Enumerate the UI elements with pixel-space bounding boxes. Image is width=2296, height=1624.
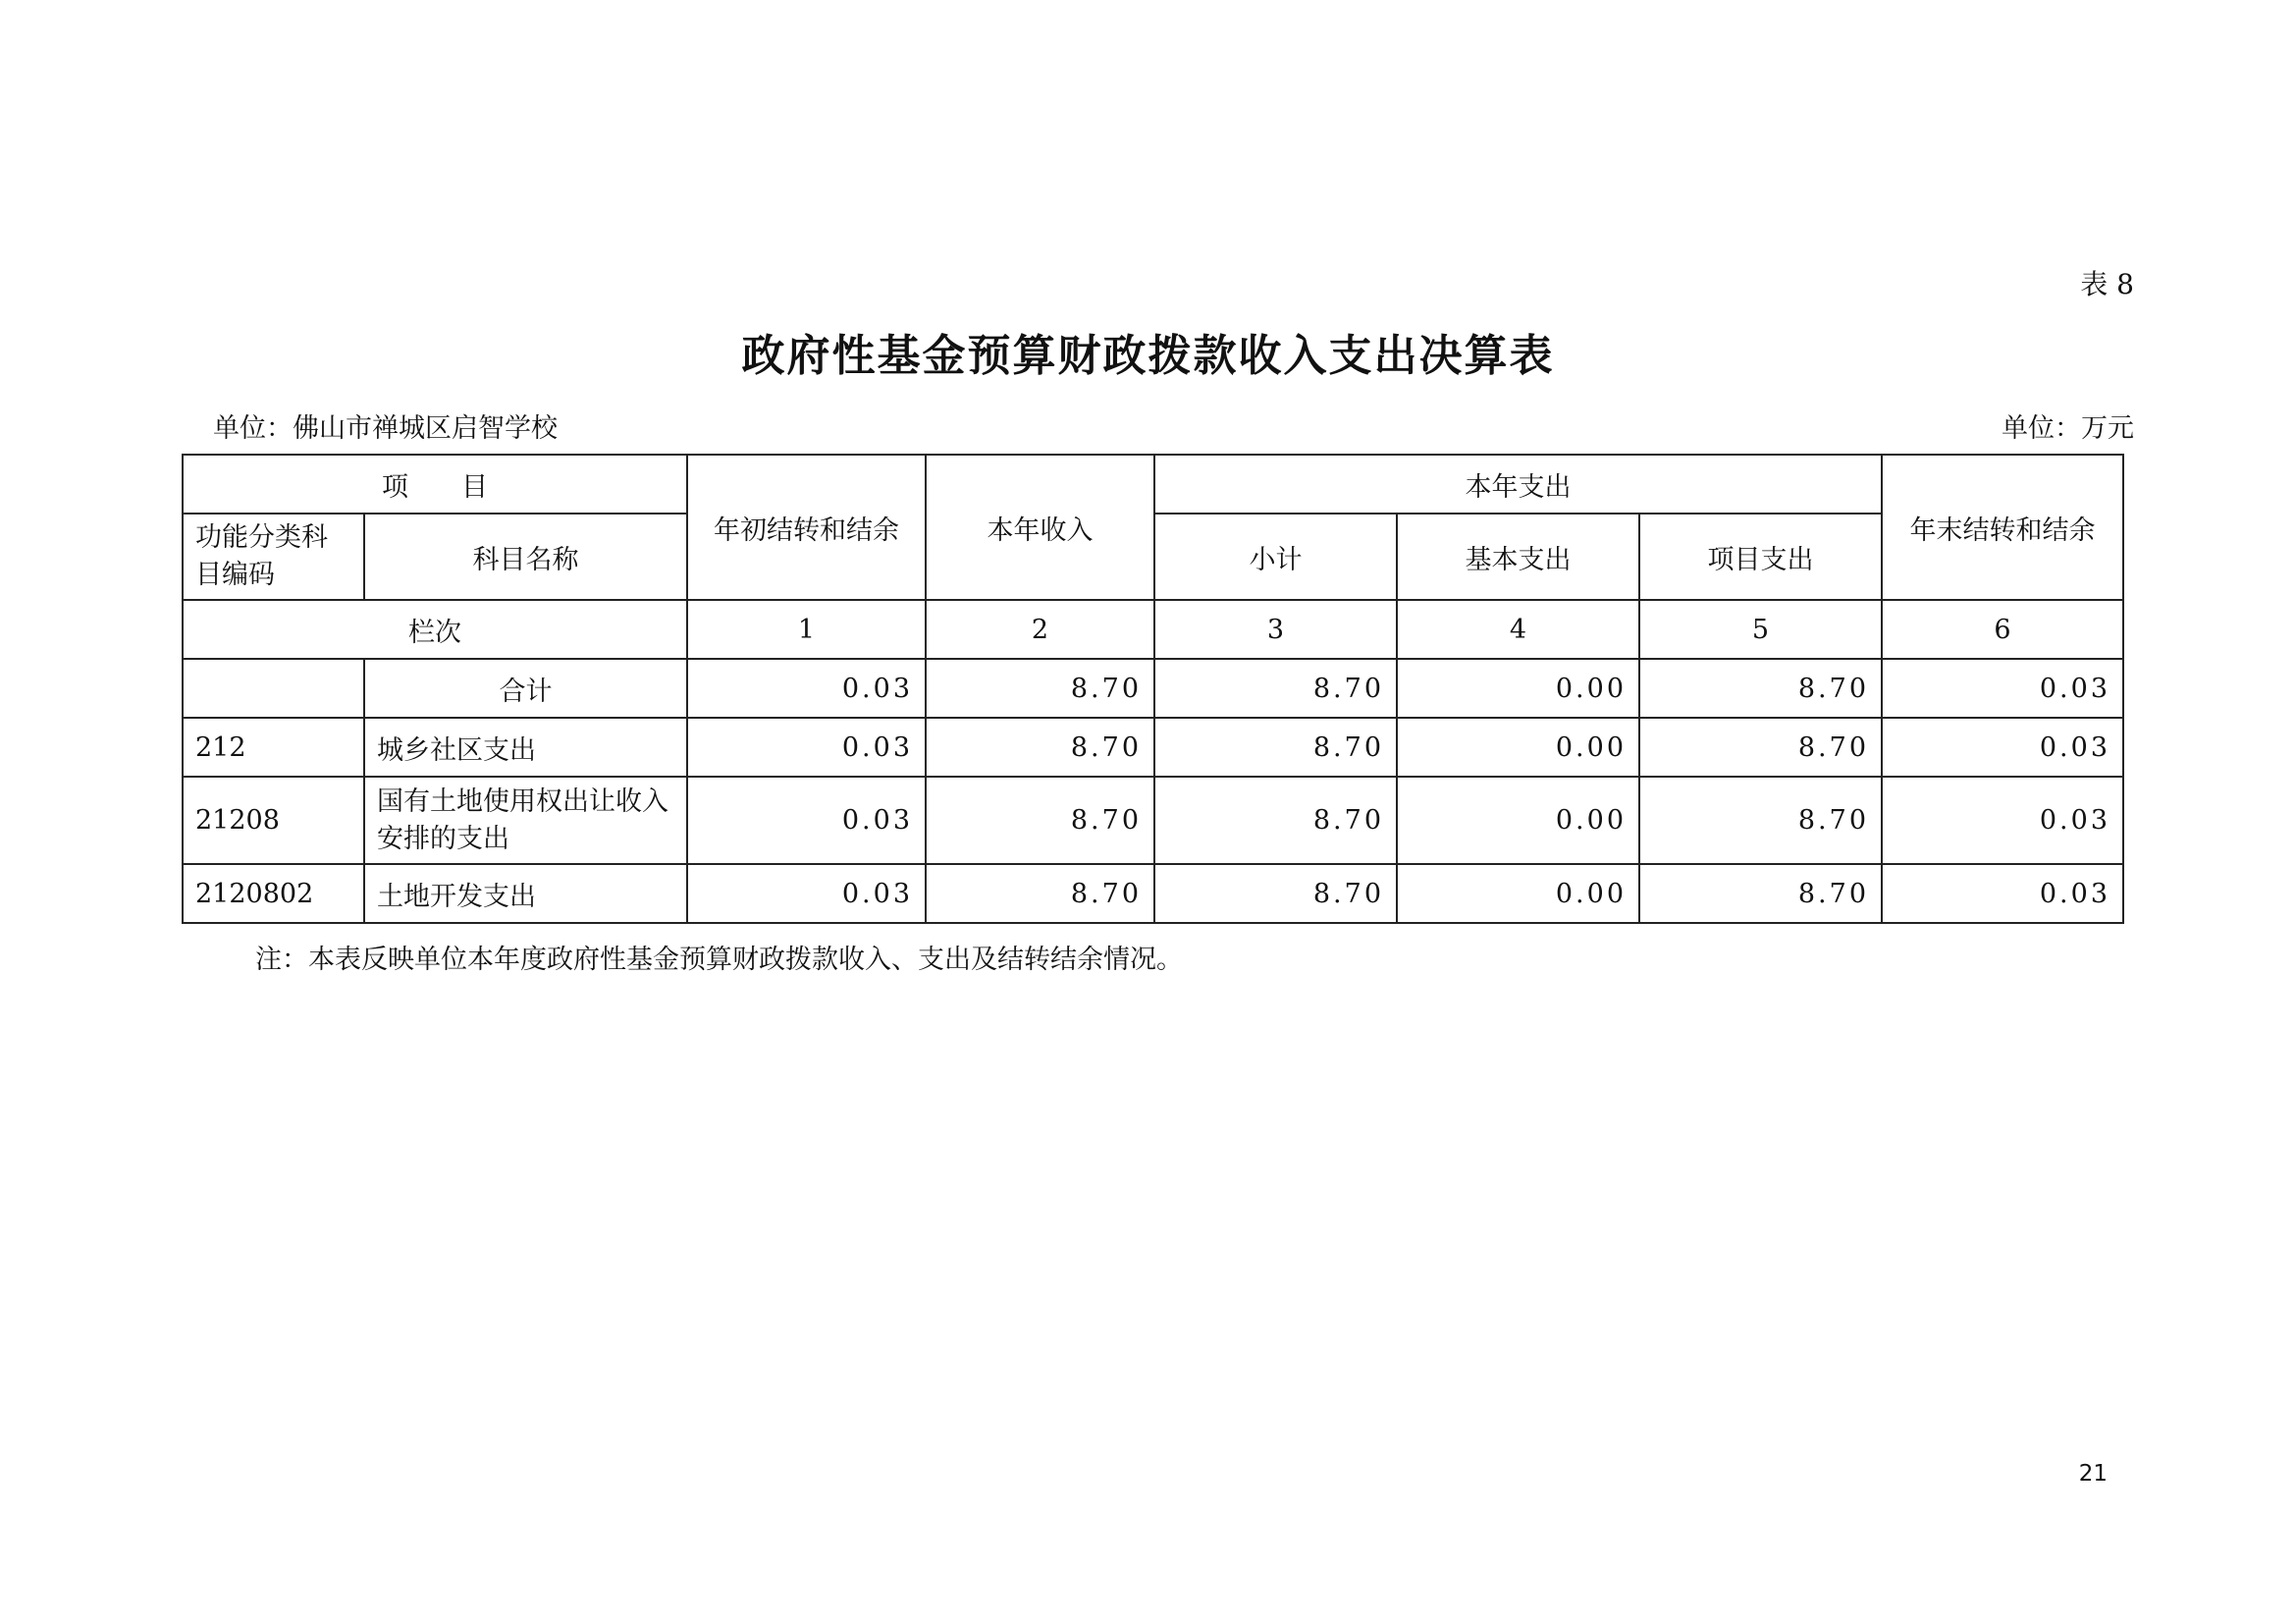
row-value: 0.03: [687, 777, 926, 864]
row-value: 0.03: [687, 659, 926, 718]
table-row: [183, 777, 2123, 864]
col-index: 6: [1882, 600, 2123, 659]
row-value: 0.00: [1397, 864, 1639, 923]
row-code: [183, 659, 364, 718]
row-value: 0.03: [1882, 659, 2123, 718]
table-row: [183, 864, 2123, 923]
row-value: 8.70: [1154, 777, 1397, 864]
header-subtotal: 小计: [1154, 514, 1397, 600]
row-value: 8.70: [1639, 659, 1882, 718]
header-name: 科目名称: [364, 514, 687, 600]
header-expense: 本年支出: [1154, 455, 1882, 514]
table-row: [183, 659, 2123, 718]
row-value: 8.70: [1639, 777, 1882, 864]
row-value: 8.70: [926, 718, 1154, 777]
header-carry-begin: 年初结转和结余: [687, 455, 926, 600]
row-name: 土地开发支出: [364, 864, 687, 923]
header-basic: 基本支出: [1397, 514, 1639, 600]
table-number: 表 8: [2080, 268, 2134, 300]
unit-currency: 单位：万元: [2002, 413, 2134, 444]
header-item: 项 目: [183, 455, 687, 514]
col-index: 1: [687, 600, 926, 659]
unit-organization: 单位：佛山市禅城区启智学校: [213, 413, 558, 444]
page-number: 21: [2078, 1461, 2108, 1487]
row-value: 8.70: [1154, 718, 1397, 777]
col-index: 4: [1397, 600, 1639, 659]
row-code: 21208: [183, 777, 364, 864]
row-value: 0.00: [1397, 718, 1639, 777]
col-index: 3: [1154, 600, 1397, 659]
row-value: 8.70: [1154, 864, 1397, 923]
header-carry-end: 年末结转和结余: [1882, 455, 2123, 600]
row-value: 0.03: [1882, 777, 2123, 864]
header-project: 项目支出: [1639, 514, 1882, 600]
row-name: 国有土地使用权出让收入安排的支出: [364, 777, 687, 864]
row-value: 0.03: [1882, 718, 2123, 777]
row-value: 8.70: [926, 659, 1154, 718]
row-value: 8.70: [1154, 659, 1397, 718]
table-row: [183, 718, 2123, 777]
header-row-index: 栏次: [183, 600, 687, 659]
row-value: 8.70: [926, 777, 1154, 864]
row-code: 212: [183, 718, 364, 777]
row-value: 8.70: [926, 864, 1154, 923]
budget-table: [182, 454, 2124, 924]
row-value: 0.00: [1397, 777, 1639, 864]
row-value: 0.03: [687, 864, 926, 923]
col-index: 5: [1639, 600, 1882, 659]
col-index: 2: [926, 600, 1154, 659]
footnote: 注：本表反映单位本年度政府性基金预算财政拨款收入、支出及结转结余情况。: [255, 945, 1183, 975]
row-value: 0.03: [687, 718, 926, 777]
page-title: 政府性基金预算财政拨款收入支出决算表: [741, 331, 1555, 381]
header-code: 功能分类科目编码: [183, 514, 364, 600]
row-value: 0.03: [1882, 864, 2123, 923]
row-value: 8.70: [1639, 718, 1882, 777]
row-name: 城乡社区支出: [364, 718, 687, 777]
row-value: 8.70: [1639, 864, 1882, 923]
row-name: 合计: [364, 659, 687, 718]
row-code: 2120802: [183, 864, 364, 923]
row-value: 0.00: [1397, 659, 1639, 718]
header-income: 本年收入: [926, 455, 1154, 600]
